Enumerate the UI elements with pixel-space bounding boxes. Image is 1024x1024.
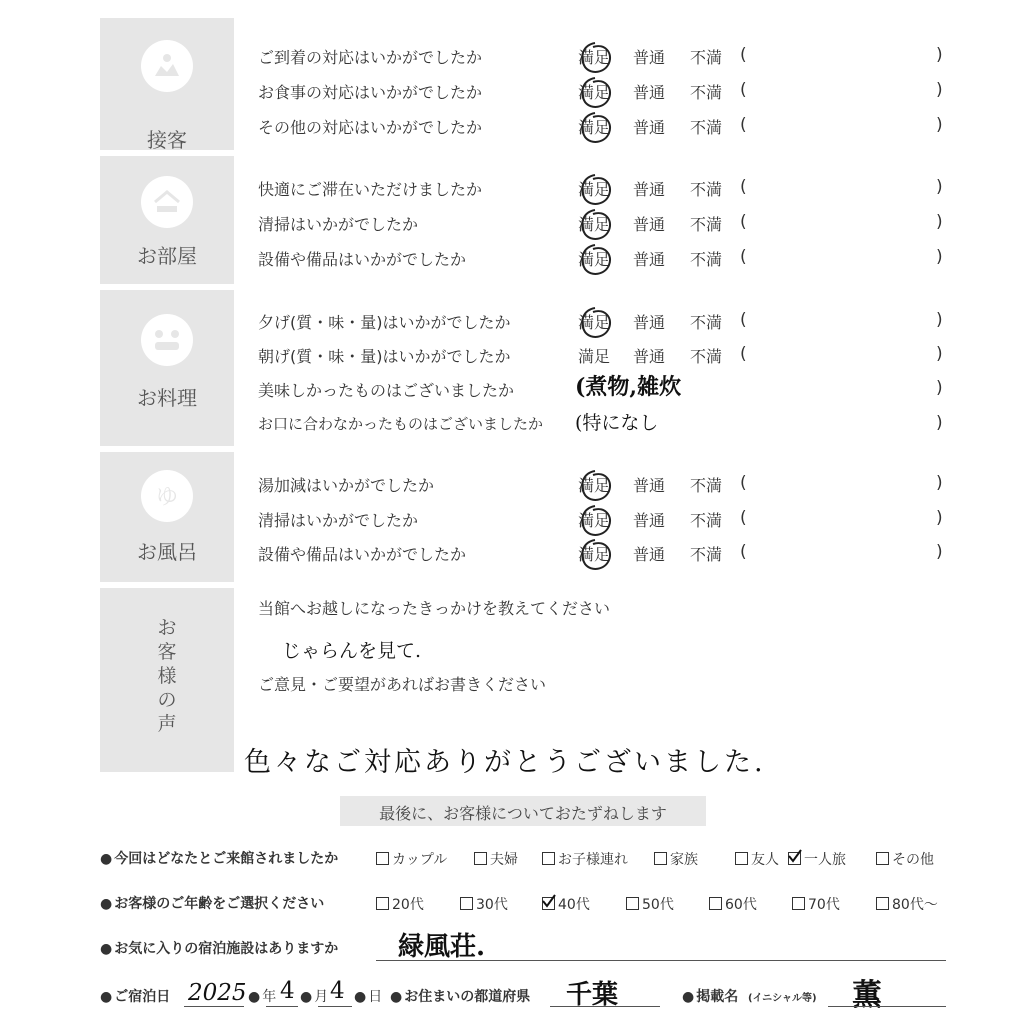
day-underline — [318, 1006, 352, 1007]
age-option[interactable] — [626, 894, 674, 914]
question: ご到着の対応はいかがでしたか — [258, 48, 483, 67]
companion-label: お子様連れ — [558, 852, 628, 868]
rating-normal: 普通 — [633, 250, 666, 269]
checkbox[interactable] — [542, 852, 555, 865]
year-unit: ● 年 — [248, 986, 276, 1006]
name-underline — [828, 1006, 946, 1007]
handwritten-circle-mark — [575, 302, 615, 342]
open-paren: ( — [740, 542, 747, 562]
rating-dissatisfied: 不満 — [690, 250, 723, 269]
age-label: 70代 — [808, 897, 840, 913]
companion-option[interactable] — [735, 849, 779, 869]
rating-normal: 普通 — [633, 83, 666, 102]
open-paren: ( — [740, 310, 747, 330]
opinion-answer: 色々なご対応ありがとうございました. — [244, 747, 766, 778]
companion-label: その他 — [892, 852, 934, 868]
rating-dissatisfied: 不満 — [690, 476, 723, 495]
section-room — [100, 156, 234, 284]
checkbox[interactable] — [460, 897, 473, 910]
closing-heading: 最後に、お客様についておたずねします — [379, 804, 667, 823]
rating-dissatisfied: 不満 — [690, 180, 723, 199]
rating-dissatisfied: 不満 — [690, 347, 723, 366]
rating-normal: 普通 — [633, 180, 666, 199]
age-option[interactable] — [792, 894, 840, 914]
question: 朝げ(質・味・量)はいかがでしたか — [258, 347, 511, 366]
section-label: お部屋 — [137, 244, 197, 268]
question: 湯加減はいかがでしたか — [258, 476, 435, 495]
checkbox[interactable] — [376, 897, 389, 910]
question: 清掃はいかがでしたか — [258, 511, 419, 530]
companion-label: 友人 — [751, 852, 779, 868]
close-paren: ) — [936, 378, 943, 398]
rating-normal: 普通 — [633, 347, 666, 366]
age-label: 80代〜 — [892, 897, 938, 913]
checkbox[interactable] — [709, 897, 722, 910]
question: 美味しかったものはございましたか — [258, 381, 515, 400]
rating-satisfied: 満足 — [578, 511, 611, 530]
rating-normal: 普通 — [633, 476, 666, 495]
handwritten-circle-mark — [575, 107, 615, 147]
companion-label: カップル — [392, 852, 448, 868]
prefecture-underline — [550, 1006, 660, 1007]
companion-option[interactable] — [788, 849, 846, 869]
rating-satisfied: 満足 — [578, 48, 611, 67]
rating-satisfied: 満足 — [578, 476, 611, 495]
age-label: 30代 — [476, 897, 508, 913]
opinion-question: ご意見・ご要望があればお書きください — [258, 675, 547, 694]
stay-year: 2025 — [188, 980, 247, 1006]
handwritten-circle-mark — [575, 72, 615, 112]
checkbox[interactable] — [376, 852, 389, 865]
checkbox-checked[interactable] — [542, 897, 555, 910]
section-reception — [100, 18, 234, 150]
svg-text:ゆ: ゆ — [155, 485, 179, 510]
rating-satisfied: 満足 — [578, 118, 611, 137]
rating-dissatisfied: 不満 — [690, 118, 723, 137]
reception-icon — [141, 40, 193, 92]
age-label: 20代 — [392, 897, 424, 913]
handwritten-circle-mark — [575, 239, 615, 279]
checkbox[interactable] — [474, 852, 487, 865]
open-paren: ( — [740, 45, 747, 65]
handwritten-circle-mark — [575, 534, 615, 574]
age-label: 60代 — [725, 897, 757, 913]
rating-normal: 普通 — [633, 215, 666, 234]
rating-satisfied: 満足 — [578, 83, 611, 102]
question: 設備や備品はいかがでしたか — [258, 250, 467, 269]
section-label: お風呂 — [137, 540, 197, 564]
reason-answer: じゃらんを見て. — [282, 640, 422, 662]
checkbox[interactable] — [654, 852, 667, 865]
day-unit: ● 日 — [354, 986, 382, 1006]
age-option[interactable] — [709, 894, 757, 914]
question: お口に合わなかったものはございましたか — [258, 415, 544, 433]
close-paren: ) — [936, 473, 943, 493]
companion-label: 夫婦 — [490, 852, 518, 868]
handwritten-circle-mark — [575, 37, 615, 77]
question: 夕げ(質・味・量)はいかがでしたか — [258, 313, 511, 332]
year-underline — [184, 1006, 244, 1007]
age-label: 40代 — [558, 897, 590, 913]
age-option[interactable] — [460, 894, 508, 914]
companion-question: ● 今回はどなたとご来館されましたか — [100, 848, 338, 868]
rating-satisfied: 満足 — [578, 313, 611, 332]
prefecture-label: ● お住まいの都道府県 — [390, 986, 530, 1006]
favorite-underline — [376, 960, 946, 961]
rating-dissatisfied: 不満 — [690, 215, 723, 234]
open-paren: ( — [740, 473, 747, 493]
rating-dissatisfied: 不満 — [690, 48, 723, 67]
checkbox[interactable] — [792, 897, 805, 910]
close-paren: ) — [936, 542, 943, 562]
checkbox[interactable] — [876, 897, 889, 910]
handwritten-circle-mark — [575, 204, 615, 244]
rating-satisfied: 満足 — [578, 545, 611, 564]
favorite-answer: 緑風荘. — [398, 932, 486, 962]
companion-label: 一人旅 — [804, 852, 846, 868]
question: お食事の対応はいかがでしたか — [258, 83, 483, 102]
rating-dissatisfied: 不満 — [690, 313, 723, 332]
section-bath — [100, 452, 234, 582]
companion-option[interactable] — [654, 849, 698, 869]
close-paren: ) — [936, 310, 943, 330]
question: 清掃はいかがでしたか — [258, 215, 419, 234]
not-liked-answer: (特になし — [575, 412, 659, 434]
rating-dissatisfied: 不満 — [690, 545, 723, 564]
close-paren: ) — [936, 413, 943, 433]
age-option[interactable] — [376, 894, 424, 914]
bath-icon — [141, 470, 193, 522]
section-cuisine — [100, 290, 234, 446]
close-paren: ) — [936, 212, 943, 232]
question: 快適にご滞在いただけましたか — [258, 180, 483, 199]
name-value: 薫 — [852, 978, 882, 1013]
close-paren: ) — [936, 45, 943, 65]
handwritten-circle-mark — [575, 465, 615, 505]
rating-satisfied: 満足 — [578, 180, 611, 199]
close-paren: ) — [936, 80, 943, 100]
companion-option[interactable] — [474, 849, 518, 869]
reason-question: 当館へお越しになったきっかけを教えてください — [258, 599, 611, 618]
checkbox[interactable] — [626, 897, 639, 910]
open-paren: ( — [740, 247, 747, 267]
month-underline — [266, 1006, 298, 1007]
favorite-question: ● お気に入りの宿泊施設はありますか — [100, 938, 338, 958]
rating-dissatisfied: 不満 — [690, 511, 723, 530]
open-paren: ( — [740, 344, 747, 364]
companion-option[interactable] — [876, 849, 934, 869]
name-note: (イニシャル等) — [748, 993, 817, 1004]
rating-normal: 普通 — [633, 118, 666, 137]
section-voice — [100, 588, 234, 772]
name-label: ● 掲載名 — [682, 986, 738, 1006]
stay-month: 4 — [280, 978, 295, 1004]
checkbox[interactable] — [735, 852, 748, 865]
handwritten-circle-mark — [575, 169, 615, 209]
checkbox[interactable] — [876, 852, 889, 865]
close-paren: ) — [936, 508, 943, 528]
close-paren: ) — [936, 115, 943, 135]
open-paren: ( — [740, 212, 747, 232]
age-option[interactable] — [876, 894, 938, 914]
rating-normal: 普通 — [633, 48, 666, 67]
age-label: 50代 — [642, 897, 674, 913]
rating-normal: 普通 — [633, 511, 666, 530]
age-question: ● お客様のご年齢をご選択ください — [100, 893, 324, 913]
checkbox-checked[interactable] — [788, 852, 801, 865]
companion-label: 家族 — [670, 852, 698, 868]
cuisine-icon — [141, 314, 193, 366]
open-paren: ( — [740, 115, 747, 135]
open-paren: ( — [740, 80, 747, 100]
close-paren: ) — [936, 344, 943, 364]
rating-dissatisfied: 不満 — [690, 83, 723, 102]
rating-satisfied: 満足 — [578, 347, 611, 366]
companion-option[interactable] — [542, 849, 628, 869]
stay-date-label: ● ご宿泊日 — [100, 986, 170, 1006]
open-paren: ( — [740, 177, 747, 197]
companion-option[interactable] — [376, 849, 447, 869]
prefecture-value: 千葉 — [566, 980, 619, 1010]
stay-day: 4 — [330, 978, 345, 1004]
rating-satisfied: 満足 — [578, 215, 611, 234]
delicious-answer: (煮物,雑炊 — [575, 374, 682, 400]
section-label: お料理 — [137, 386, 197, 410]
rating-satisfied: 満足 — [578, 250, 611, 269]
section-label: 接客 — [147, 128, 187, 152]
section-label: お客様の声 — [157, 617, 177, 735]
rating-normal: 普通 — [633, 545, 666, 564]
close-paren: ) — [936, 247, 943, 267]
question: 設備や備品はいかがでしたか — [258, 545, 467, 564]
question: その他の対応はいかがでしたか — [258, 118, 483, 137]
rating-normal: 普通 — [633, 313, 666, 332]
close-paren: ) — [936, 177, 943, 197]
month-unit: ● 月 — [300, 986, 328, 1006]
age-option[interactable] — [542, 894, 590, 914]
open-paren: ( — [740, 508, 747, 528]
room-icon — [141, 176, 193, 228]
